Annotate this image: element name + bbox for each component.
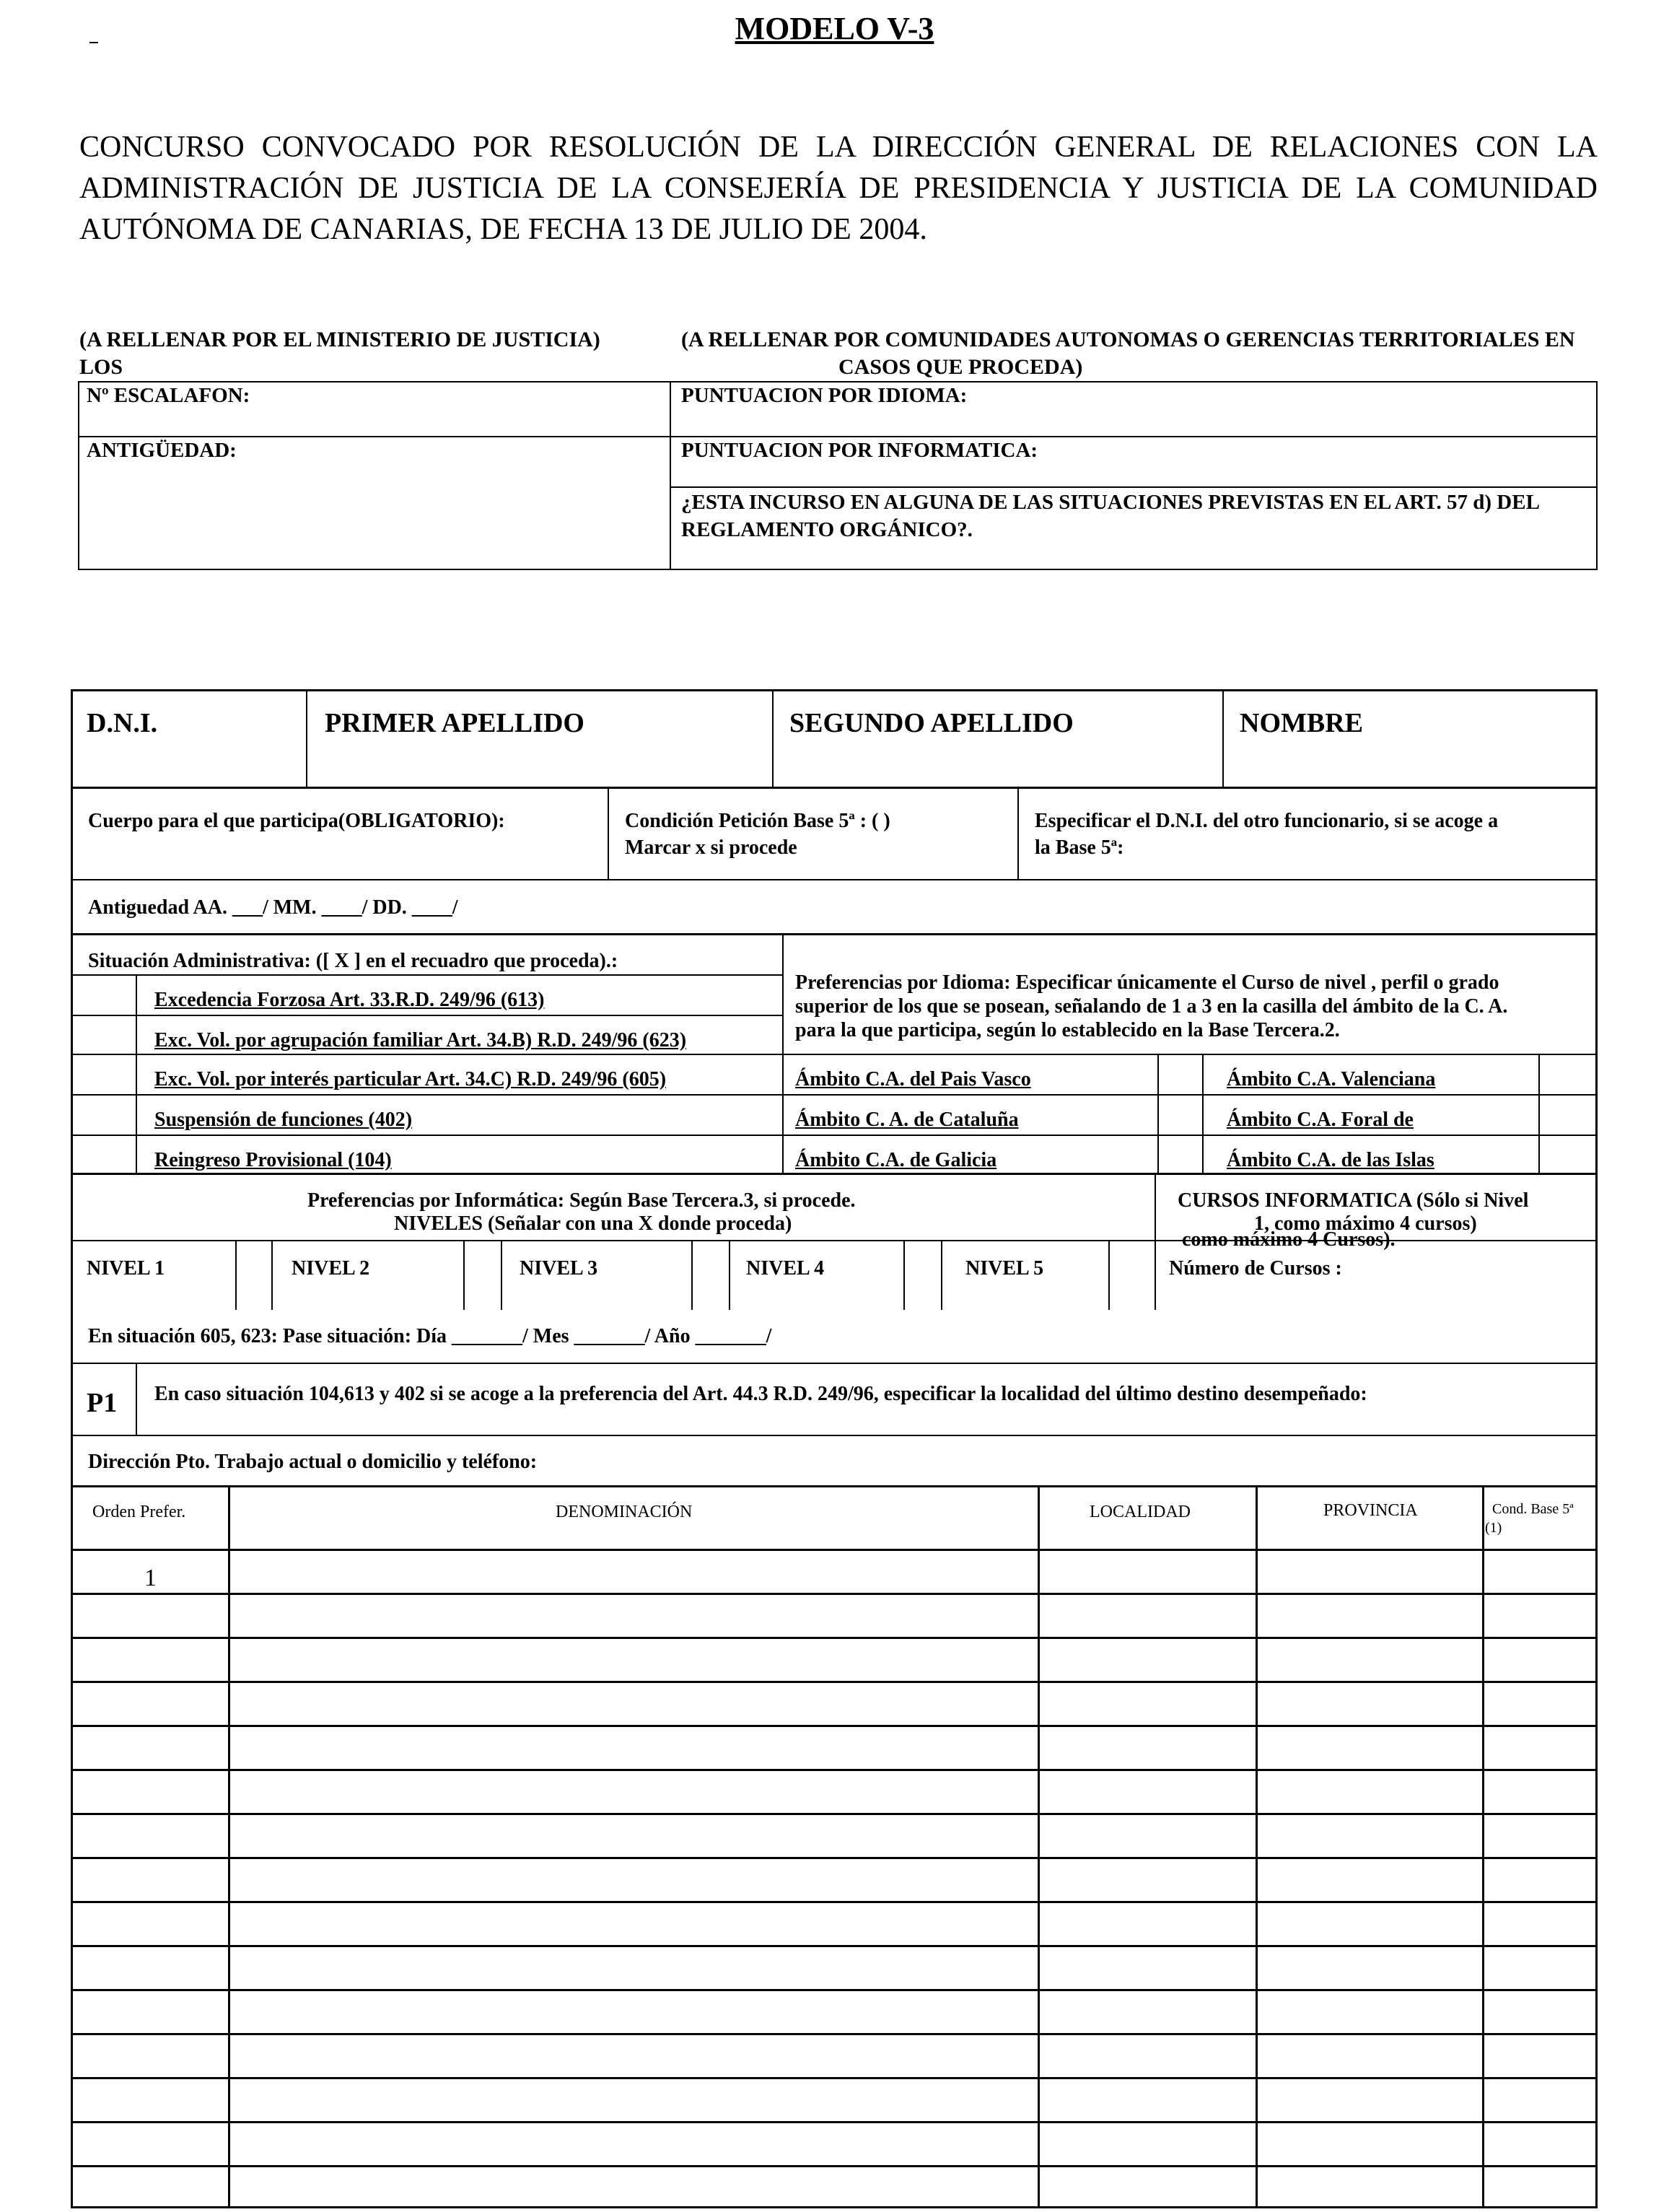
cursos-informatica-3: como máximo 4 Cursos). [1182,1228,1396,1251]
header-denominacion: DENOMINACIÓN [556,1503,693,1521]
table-cell-cond-base[interactable] [1484,1991,1595,2033]
situacion-item-104: Reingreso Provisional (104) [154,1149,392,1171]
cursos-informatica-2: 1, como máximo 4 cursos) [1254,1212,1477,1235]
col-line [772,689,774,788]
nivel-3-label: NIVEL 3 [520,1257,598,1280]
ambito-input-foral[interactable] [1540,1096,1596,1134]
table-cell-localidad[interactable] [1040,2079,1256,2121]
checkbox-col-line [136,974,137,1174]
puntuacion-informatica-label: PUNTUACION POR INFORMATICA: [681,439,1038,462]
direccion-label: Dirección Pto. Trabajo actual o domicilio y teléfono: [88,1451,538,1473]
segundo-apellido-label: SEGUNDO APELLIDO [789,708,1074,738]
table-cell-provincia[interactable] [1258,1639,1482,1681]
nivel-5-checkbox[interactable] [1110,1241,1154,1309]
nivel-1-label: NIVEL 1 [87,1257,165,1280]
col-line [1155,1174,1156,1310]
row-line [71,1240,1155,1241]
nivel-4-label: NIVEL 4 [746,1257,825,1280]
row-line [71,1135,1598,1136]
informatica-pref-1: Preferencias por Informática: Según Base Tercera.3, si procede. [307,1189,856,1212]
ministry-header-right-2: CASOS QUE PROCEDA) [838,355,1083,379]
table-cell-cond-base[interactable] [1484,2035,1595,2077]
table-cell-denominacion[interactable] [230,1815,1038,1857]
table-cell-provincia[interactable] [1258,1551,1482,1593]
table-cell-localidad[interactable] [1040,1991,1256,2033]
table-cell-localidad[interactable] [1040,1639,1256,1681]
situaciones-question-2: REGLAMENTO ORGÁNICO?. [681,518,973,541]
table-cell-orden[interactable] [72,1991,228,2033]
nivel-5-label: NIVEL 5 [965,1257,1044,1280]
table-cell-orden[interactable] [72,1947,228,1989]
nombre-label: NOMBRE [1240,708,1363,738]
checkbox-605[interactable] [72,1055,135,1093]
table-cell-localidad[interactable] [1040,1551,1256,1593]
table-cell-localidad[interactable] [1040,1903,1256,1945]
especificar-label-2: la Base 5ª: [1035,836,1124,859]
table-cell-provincia[interactable] [1258,2079,1482,2121]
situacion-item-402: Suspensión de funciones (402) [154,1109,413,1131]
table-cell-denominacion[interactable] [230,1727,1038,1769]
header-provincia: PROVINCIA [1323,1501,1418,1520]
row-line [71,1363,1598,1364]
situacion-header: Situación Administrativa: ([ X ] en el recuadro que proceda).: [88,950,618,972]
col-line [729,1240,730,1310]
header-localidad: LOCALIDAD [1090,1503,1191,1521]
table-cell-orden[interactable] [72,1595,228,1637]
cursos-informatica-1: CURSOS INFORMATICA (Sólo si Nivel [1178,1189,1529,1212]
table-cell-orden[interactable] [72,1639,228,1681]
p1-text: En caso situación 104,613 y 402 si se acoge a la preferencia del Art. 44.3 R.D. 249/96, especificar la localidad del último destino desempeñado: [154,1383,1367,1405]
antiguedad-label: ANTIGÜEDAD: [87,439,237,462]
nivel-2-label: NIVEL 2 [292,1257,370,1280]
ambito-pais-vasco: Ámbito C.A. del Pais Vasco [795,1068,1031,1090]
condicion-sublabel: Marcar x si procede [625,836,797,859]
table-cell-orden[interactable] [72,1859,228,1901]
ministry-header-right: (A RELLENAR POR COMUNIDADES AUTONOMAS O GERENCIAS TERRITORIALES EN [681,328,1575,351]
table-cell-denominacion[interactable] [230,1551,1038,1593]
col-line [1202,1054,1204,1174]
p1-label: P1 [87,1388,118,1418]
table-cell-orden[interactable] [72,2035,228,2077]
table-cell-orden[interactable] [72,1903,228,1945]
ambito-valenciana: Ámbito C.A. Valenciana [1227,1068,1436,1090]
table-cell-denominacion[interactable] [230,2167,1038,2206]
table-cell-localidad[interactable] [1040,2123,1256,2165]
ambito-input-galicia[interactable] [1159,1136,1201,1172]
row-line [71,1015,782,1016]
table-cell-provincia[interactable] [1258,1859,1482,1901]
table-cell-localidad[interactable] [1040,1727,1256,1769]
checkbox-613[interactable] [72,976,135,1014]
table-cell-cond-base[interactable] [1484,1639,1595,1681]
table-cell-denominacion[interactable] [230,2035,1038,2077]
table-cell-provincia[interactable] [1258,1727,1482,1769]
table-cell-localidad[interactable] [1040,2035,1256,2077]
col-line [271,1240,273,1310]
table-cell-denominacion[interactable] [230,1639,1038,1681]
table-cell-provincia[interactable] [1258,1991,1482,2033]
checkbox-402[interactable] [72,1096,135,1134]
dni-label: D.N.I. [87,708,158,738]
checkbox-104[interactable] [72,1136,135,1172]
nivel-4-checkbox[interactable] [905,1241,940,1309]
table-cell-orden[interactable] [72,2079,228,2121]
row-line [71,933,1598,935]
table-cell-provincia[interactable] [1258,1771,1482,1813]
row-line [71,787,1598,789]
ambito-islas: Ámbito C.A. de las Islas [1227,1149,1434,1171]
table-cell-provincia[interactable] [1258,1595,1482,1637]
ministry-header-left-2: LOS [79,355,123,379]
informatica-pref-2: NIVELES (Señalar con una X donde proceda) [394,1212,792,1235]
nivel-1-checkbox[interactable] [237,1241,271,1309]
numero-cursos-label: Número de Cursos : [1169,1257,1342,1280]
puntuacion-idioma-label: PUNTUACION POR IDIOMA: [681,384,968,407]
table-cell-cond-base[interactable] [1484,1771,1595,1813]
form-title: MODELO V-3 [735,11,934,46]
ambito-input-pais-vasco[interactable] [1159,1055,1201,1093]
nivel-2-checkbox[interactable] [465,1241,500,1309]
table-cell-orden[interactable] [72,1551,228,1593]
cuerpo-label: Cuerpo para el que participa(OBLIGATORIO): [88,810,505,832]
col-line [1222,689,1224,788]
table-cell-orden[interactable] [72,1771,228,1813]
antiguedad-line: Antiguedad AA. ___/ MM. ____/ DD. ____/ [88,896,458,919]
table-cell-localidad[interactable] [1040,2167,1256,2206]
row-line [71,879,1598,880]
table-cell-orden[interactable] [72,2123,228,2165]
table-cell-provincia[interactable] [1258,2123,1482,2165]
col-line [501,1240,502,1310]
header-cond: Cond. Base 5ª [1492,1501,1574,1517]
ambito-input-islas[interactable] [1540,1136,1596,1172]
table-cell-denominacion[interactable] [230,1991,1038,2033]
ambito-galicia: Ámbito C.A. de Galicia [795,1149,997,1171]
table-cell-localidad[interactable] [1040,1595,1256,1637]
table-cell-provincia[interactable] [1258,2035,1482,2077]
table-cell-orden[interactable] [72,1683,228,1725]
table-cell-cond-base[interactable] [1484,1903,1595,1945]
col-line [608,788,609,880]
table-cell-cond-base[interactable] [1484,1815,1595,1857]
table-cell-denominacion[interactable] [230,1683,1038,1725]
table-cell-cond-base[interactable] [1484,2079,1595,2121]
table-cell-cond-base[interactable] [1484,2123,1595,2165]
ambito-cataluna: Ámbito C. A. de Cataluña [795,1109,1019,1131]
ambito-input-valenciana[interactable] [1540,1055,1596,1093]
dash-mark [89,42,98,43]
table-cell-cond-base[interactable] [1484,1947,1595,1989]
primer-apellido-label: PRIMER APELLIDO [325,708,584,738]
table-cell-orden[interactable] [72,1815,228,1857]
row-line [71,1485,1598,1487]
situacion-item-613: Excedencia Forzosa Art. 33.R.D. 249/96 (613) [154,989,545,1011]
table-cell-denominacion[interactable] [230,1903,1038,1945]
table-cell-localidad[interactable] [1040,1947,1256,1989]
nivel-3-checkbox[interactable] [693,1241,728,1309]
col-line [941,1240,942,1310]
table-cell-provincia[interactable] [1258,1903,1482,1945]
table-cell-localidad[interactable] [1040,1859,1256,1901]
row-line [71,1054,1598,1055]
table-cell-denominacion[interactable] [230,1947,1038,1989]
idioma-pref-3: para la que participa, según lo establecido en la Base Tercera.2. [795,1019,1340,1041]
col-line [1017,788,1019,880]
table-cell-provincia[interactable] [1258,1947,1482,1989]
table-cell-cond-base[interactable] [1484,2167,1595,2206]
idioma-pref-2: superior de los que se posean, señalando de 1 a 3 en la casilla del ámbito de la C. A. [795,995,1508,1018]
table-cell-provincia[interactable] [1258,2167,1482,2206]
table-cell-orden[interactable] [72,1727,228,1769]
ambito-foral: Ámbito C.A. Foral de [1227,1109,1414,1131]
ministry-header-left: (A RELLENAR POR EL MINISTERIO DE JUSTICIA) [79,328,600,351]
ambito-input-cataluna[interactable] [1159,1096,1201,1134]
table-cell-denominacion[interactable] [230,2079,1038,2121]
col-line [136,1363,137,1435]
intro-paragraph: CONCURSO CONVOCADO POR RESOLUCIÓN DE LA DIRECCIÓN GENERAL DE RELACIONES CON LA ADMINISTRACIÓN DE JUSTICIA DE LA CONSEJERÍA DE PRESIDENCIA Y JUSTICIA DE LA COMUNIDAD AUTÓNOMA DE CANARIAS, DE FECHA 13 DE JULIO DE 2004. [79,131,1598,246]
table-cell-denominacion[interactable] [230,1595,1038,1637]
table-cell-denominacion[interactable] [230,1771,1038,1813]
table-cell-cond-base[interactable] [1484,1859,1595,1901]
escalafon-label: Nº ESCALAFON: [87,384,250,407]
condicion-label: Condición Petición Base 5ª : ( ) [625,810,890,832]
header-orden: Orden Prefer. [92,1503,186,1521]
table-cell-localidad[interactable] [1040,1771,1256,1813]
table-cell-cond-base[interactable] [1484,1551,1595,1593]
situacion-item-623: Exc. Vol. por agrupación familiar Art. 34.B) R.D. 249/96 (623) [154,1029,687,1052]
idioma-pref-1: Preferencias por Idioma: Especificar únicamente el Curso de nivel , perfil o grado [795,971,1499,994]
table-cell-cond-base[interactable] [1484,1727,1595,1769]
especificar-label: Especificar el D.N.I. del otro funcionario, si se acoge a [1035,810,1499,832]
ministry-divider [670,381,671,570]
table-cell-localidad[interactable] [1040,1815,1256,1857]
table-cell-cond-base[interactable] [1484,1683,1595,1725]
table-cell-denominacion[interactable] [230,2123,1038,2165]
table-cell-provincia[interactable] [1258,1683,1482,1725]
row-line [71,1094,1598,1096]
situacion-item-605: Exc. Vol. por interés particular Art. 34.C) R.D. 249/96 (605) [154,1068,667,1090]
row-line [71,1435,1598,1436]
table-cell-orden[interactable] [72,2167,228,2206]
checkbox-623[interactable] [72,1016,135,1053]
ministry-row-line [670,486,1598,488]
first-row-number: 1 [144,1565,157,1591]
header-cond-note: (1) [1485,1520,1502,1536]
table-cell-provincia[interactable] [1258,1815,1482,1857]
table-cell-cond-base[interactable] [1484,1595,1595,1637]
situacion-605-line: En situación 605, 623: Pase situación: Día _______/ Mes _______/ Año _______/ [88,1325,772,1347]
situaciones-question: ¿ESTA INCURSO EN ALGUNA DE LAS SITUACIONES PREVISTAS EN EL ART. 57 d) DEL [681,491,1540,514]
col-line [306,689,307,788]
table-cell-localidad[interactable] [1040,1683,1256,1725]
table-cell-denominacion[interactable] [230,1859,1038,1901]
row-line [71,974,782,976]
